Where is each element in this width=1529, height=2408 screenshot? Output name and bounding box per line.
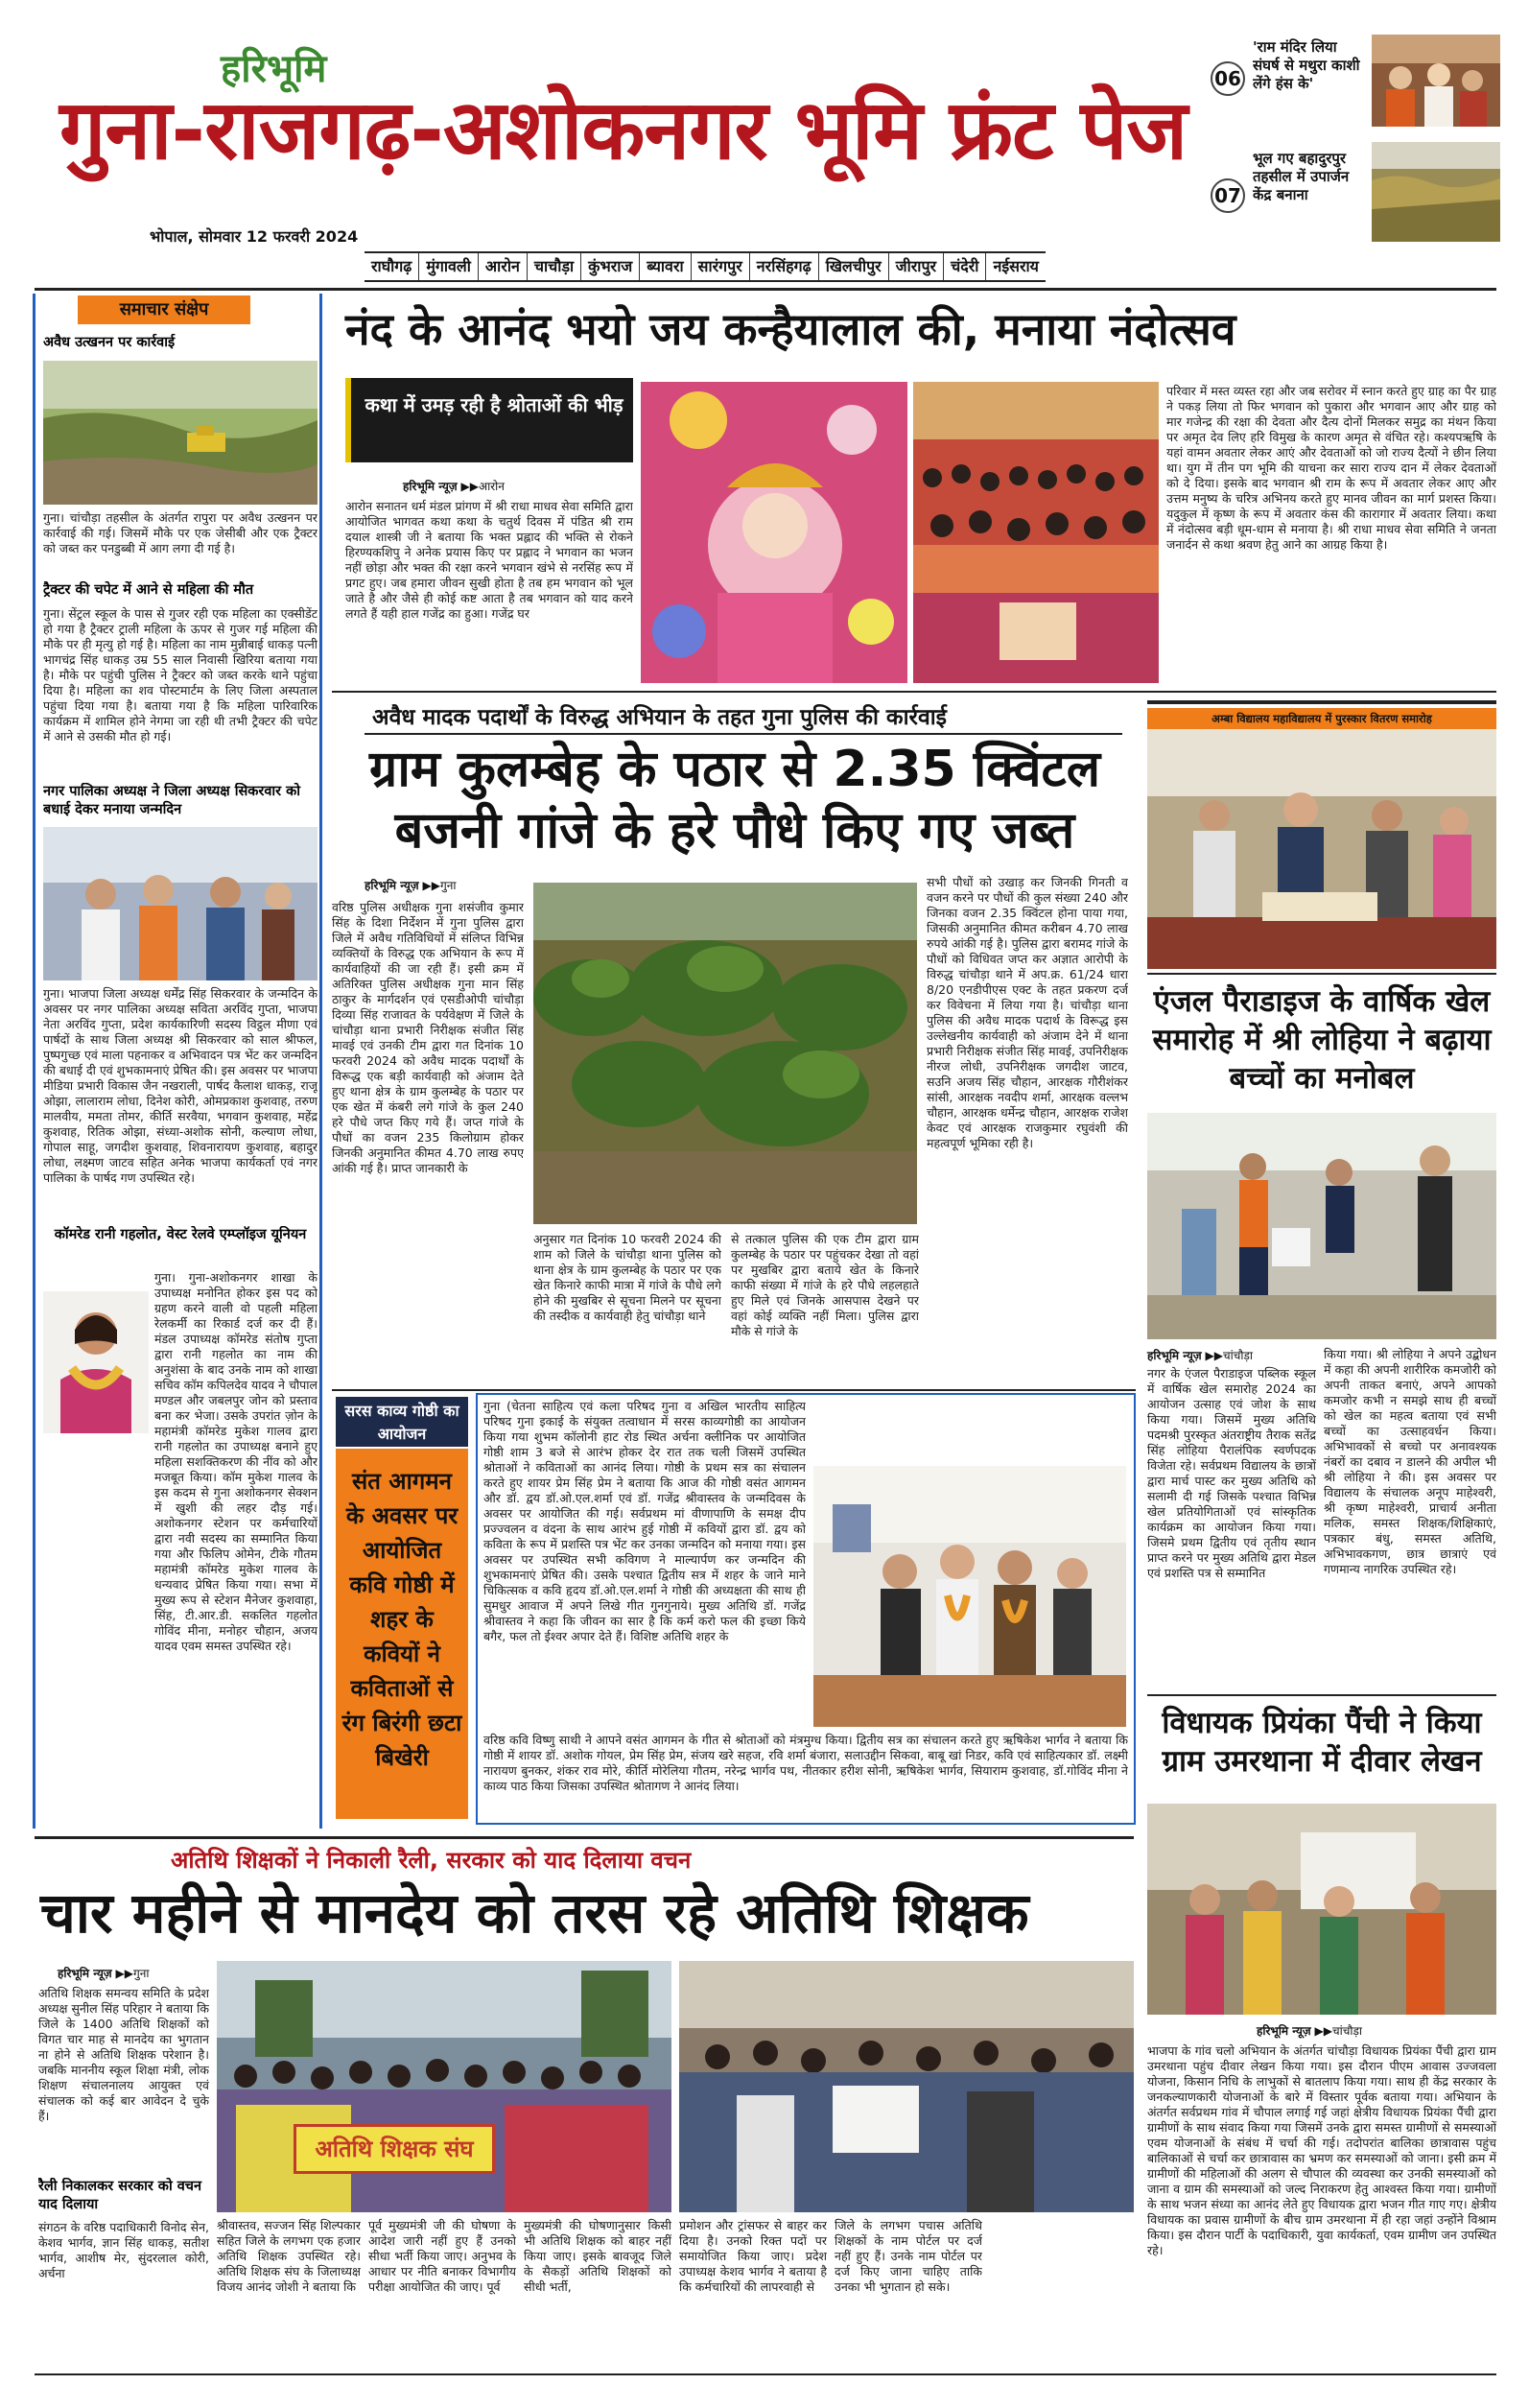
- atithi-headline[interactable]: चार महीने से मानदेय को तरस रहे अतिथि शिक्षक: [40, 1880, 1029, 1946]
- masthead-logo: हरिभूमि: [221, 47, 327, 91]
- drug-col-2: अनुसार गत दिनांक 10 फरवरी 2024 की शाम को जिले के चांचौड़ा थाना पुलिस को थाना क्षेत्र के ग्राम कुलम्बेह के पठार पर एक खेत किनारे काफी मात्रा में गांजे के पौधे लगे होने की मुखबिर से सूचना मिलने पर सूचना की तस्दीक व कार्यवाही हेतु चांचौड़ा थाने: [533, 1232, 721, 1323]
- tehsil-link[interactable]: राघौगढ़: [365, 253, 419, 280]
- lead-col-2: परिवार में मस्त व्यस्त रहा और जब सरोवर में स्नान करते हुए ग्राह का पैर ग्राह ने पकड़ लिया तो फिर भगवान को पुकारा और भगवान आए और ग्राह को मार गजेन्द्र की रक्षा की देवता और दैत्य दोनों मिलकर समुद्र का मंथन किया पर अमृत देव लिए हरि विमुख के कारण अमृत से वंचित रहे। कश्यपऋषि के यहां वामन अवतार लेकर आएं और देवताओं को जो राज्य दैत्यों ने छीन लिया था। युग में तीन पग भूमि की याचना कर सारा राज्य दान में लेकर देवताओं को दे दिया। इसके बाद भगवान श्री राम के रूप में अवतार लेकर आए और उत्तम मनुष्य के चरित्र अभिनय करते हुए मानव जीवन का मार्ग प्रशस्त किया। यदुकुल में कृष्ण के रूप में अवतार कंस की कारागार में अवतार लिया। कथा में नंदोत्सव बड़ी धूम-धाम से मनाया है। श्री राधा माधव सेवा समिति ने जनता जनार्दन से कथा श्रवण हेतु आने का आग्रह किया है।: [1166, 384, 1496, 552]
- drug-headline[interactable]: ग्राम कुलम्बेह के पठार से 2.35 क्विंटल बजनी गांजे के हरे पौधे किए गए जब्त: [369, 741, 1100, 860]
- tehsil-link[interactable]: जीरापुर: [889, 253, 944, 280]
- brief-headline[interactable]: ट्रैक्टर की चपेट में आने से महिला की मौत: [43, 582, 254, 598]
- brief-body: गुना। गुना-अशोकनगर शाखा के उपाध्यक्ष मनोनित होकर इस पद को ग्रहण करने वाली वो पहली महिला रेलकर्मी का रिकार्ड दर्ज कर दी हैं। मंडल उपाध्यक्ष कॉमरेड संतोष गुप्ता द्वारा रानी गहलोत का नाम की अनुशंसा के बाद उनके नाम को शाखा सचिव कॉम कपिलदेव यादव ने चौपाल मण्डल और जबलपुर जोन को प्रस्ताव बना कर भेजा। उसके उपरांत ज़ोन के महामंत्री कॉमरेड मुकेश गालव द्वारा रानी गहलोत का उपाध्यक्ष बनाने हुए महिला सशक्तिकरण की नींव को और मजबूत किया। कॉम मुकेश गालव के इस कदम से गुना अशोकनगर सेक्शन में खुशी की लहर दौड़ गई। अशोकनगर स्टेशन पर कर्मचारियों द्वारा नवी सदस्य का सम्मानित किया गया और फिलिप ओमेन, टीके गौतम महामंत्री कॉमरेड मुकेश गालव के धन्यवाद प्रेषित किया गया। सभा में मुख्य रूप से स्टेशन मैनेजर कुशवाहा, सिंह, टी.आर.डी. सकलित गहलोत गोविंद मीना, मनोहर चौहान, अजय यादव एवम समस्त उपस्थित रहे।: [154, 1270, 318, 1653]
- kavi-lead: गुना (चेतना साहित्य एवं कला परिषद गुना व अखिल भारतीय साहित्य परिषद गुना इकाई के संयुक्त तत्वाधान में सरस काव्यगोष्ठी का आयोजन किया गया शुभम कॉलोनी हाट रोड स्थित अर्चना क्लीनिक पर आयोजित गोष्ठी शाम 3 बजे से आरंभ होकर देर रात तक चली जिसमें उपस्थित श्रोताओं ने कविताओं का आनंद लिया। गोष्ठी के प्रथम सत्र का संचालन करते हुए शायर प्रेम सिंह प्रेम ने बताया कि आज की गोष्ठी वसंत आगमन और डॉ. द्वय डॉ.ओ.एल.शर्मा एवं डॉ. गजेंद्र श्रीवास्तव के जन्मदिवस के अवसर पर आयोजित की गई। सर्वप्रथम मां वीणापाणि के समक्ष दीप प्रज्ज्वलन व वंदना के साथ आरंभ हुई गोष्ठी में कवियों द्वारा डॉ. द्वय को कविता के रूप में प्रशस्ति पत्र भेंट कर उनका जन्मदिन को मनाया गया। इस अवसर पर उपस्थित सभी कविगण ने माल्यार्पण कर जन्मदिन की शुभकामनाएं प्रेषित की। उसके पश्चात द्वितीय सत्र में शहर के जाने माने चिकित्सक व कवि हृदय डॉ.ओ.एल.शर्मा ने गोष्ठी की अध्यक्षता की साथ ही सुमधुर आवाज में अपने लिखे गीत गुनगुनाये। मुख्य अतिथि डॉ. गजेंद्र श्रीवास्तव ने कहा कि जीवन का सार है कि कर्म करो फल की इच्छा किये बगैर, फल तो ईश्वर अपार देते हैं। विशिष्ट अतिथि शहर के: [483, 1399, 806, 1643]
- tehsil-link[interactable]: ब्यावरा: [640, 253, 691, 280]
- kavi-photo: [813, 1466, 1126, 1727]
- drug-kicker: अवैध मादक पदार्थों के विरुद्ध अभियान के तहत गुना पुलिस की कार्रवाई: [372, 705, 947, 730]
- divider: [332, 691, 1496, 693]
- teaser-photo: [1372, 142, 1500, 242]
- divider: [35, 2373, 1496, 2375]
- atithi-photo-rally: [217, 1961, 671, 2212]
- angel-col-2: किया गया। श्री लोहिया ने अपने उद्बोधन में कहा की अपनी शारीरिक कमजोरी को अपनी ताकत बनाएं, अपने आपको कमजोर कभी न समझे साथ ही बच्चों को खेल का महत्व बताया एवं सभी बच्चों का उत्साहवर्धन किया। अभिभावकों से बच्चो पर अनावश्यक नंबरों का दबाव न डालने की अपील भी श्री लोहिया ने की। इस अवसर पर विद्यालय के संचालक अनूप माहेश्वरी, श्री कृष्ण माहेश्वरी, प्राचार्य अनीता मलिक, समस्त शिक्षक/शिक्षिकाएं, पत्रकार बंधु, समस्त अतिथि, अभिभावकगण, छात्र छात्राएं एवं गणमान्य नागरिक उपस्थित रहे।: [1324, 1347, 1496, 1576]
- pull-quote: कथा में उमड़ रही है श्रोताओं की भीड़: [365, 393, 623, 416]
- teaser-number: 07: [1211, 178, 1245, 213]
- vidhayak-photo: [1147, 1804, 1496, 2015]
- tehsil-link[interactable]: आरोन: [479, 253, 528, 280]
- atithi-col-1: अतिथि शिक्षक समन्वय समिति के प्रदेश अध्यक्ष सुनील सिंह परिहार ने बताया कि जिले के 1400 अतिथि शिक्षकों को विगत चार माह से मानदेय का भुगतान ना होने से अतिथि शिक्षक परेशान है। जबकि माननीय स्कूल शिक्षा मंत्री, लोक शिक्षण संचालनालय आयुक्त एवं संचालक को कई बार आवेदन दे चुके हैं।: [38, 1986, 209, 2123]
- page-title: गुना-राजगढ़-अशोकनगर भूमि फ्रंट पेज: [59, 83, 1188, 178]
- atithi-subhead: रैली निकालकर सरकार को वचन याद दिलाया: [38, 2179, 202, 2212]
- quote-accent: [345, 378, 351, 462]
- kavi-pull-quote: संत आगमन के अवसर पर आयोजित कवि गोष्ठी में शहर के कवियों ने कविताओं से रंग बिरंगी छटा बिखेरी: [336, 1449, 468, 1819]
- divider: [35, 288, 1496, 291]
- brief-body: गुना। भाजपा जिला अध्यक्ष धर्मेंद्र सिंह सिकरवार के जन्मदिन के अवसर पर नगर पालिका अध्यक्ष सविता अरविंद गुप्ता, भाजपा नेता अरविंद गुप्ता, प्रदेश कार्यकारिणी सदस्य विट्ठल मीणा एवं पार्षदों के साथ जिला अध्यक्ष श्री सिकरवार को साल श्रीफल, पुष्पगुच्छ एवं माला पहनाकर व अभिवादन पत्र भेंट कर जन्मदिन की बधाई दी एवं शुभकामनाएं प्रेषित की। इस अवसर पर भाजपा मीडिया प्रभारी विकास जैन नखराली, पार्षद कैलाश धाकड़, राजू ओझा, लालाराम लोधा, दिनेश कोरी, ओमप्रकाश कुशवाह, तरुण मालवीय, ममता तोमर, कीर्ति सरवैया, भगवान कुशवाह, महेंद्र कुशवाह, रितिक ओझा, संध्या-अशोक सोनी, कल्याण लोधा, गोपाल साहू, जगदीश कुशवाह, शिवनारायण कुशवाह, बहादुर लोधा, लक्ष्मण जाटव सहित अनेक भाजपा कार्यकर्ता एवं नगर पालिका के पार्षद गण उपस्थित रहे।: [43, 986, 318, 1185]
- lead-headline[interactable]: नंद के आनंद भयो जय कन्हैयालाल की, मनाया नंदोत्सव: [345, 303, 1236, 355]
- tehsil-link[interactable]: मुंगावली: [419, 253, 479, 280]
- kavi-tail: वरिष्ठ कवि विष्णु साथी ने आपने वसंत आगमन के गीत से श्रोताओं को मंत्रमुग्ध किया। द्वितीय सत्र का संचालन करते हुए ऋषिकेश भार्गव ने बताया कि गोष्ठी में शायर डॉ. अशोक गोयल, प्रेम सिंह प्रेम, संजय खरे सहज, रवि शर्मा बंजारा, सलाउद्दीन सिकवा, बाबू खां निडर, कवि एवं साहित्यकार डॉ. लक्ष्मी नारायण बुनकर, शंकर राव मोरे, कीर्ति मोरेलिया गौतम, नरेन्द्र भार्गव पथ, नीतकार हरीश सोनी, ऋषिकेश भार्गव, सियाराम कुशवाह, डॉ.गोविंद मीना ने काव्य पाठ किया जिसका उपस्थित श्रोतागण ने आनंद लिया।: [483, 1733, 1128, 1793]
- divider: [365, 733, 1122, 735]
- brief-body: गुना। सेंट्रल स्कूल के पास से गुजर रही एक महिला का एक्सीडेंट हो गया है ट्रैक्टर ट्राली महिला के ऊपर से गुजर गई महिला की मौके पर ही मृत्यु हो गई है। महिला का नाम मुन्नीबाई धाकड़ पत्नी भागचंद्र सिंह धाकड़ उम्र 55 साल निवासी खिरिया बताया गया है। मौके पर पहुंची पुलिस ने ट्रैक्टर को जब्त करके थाने पहुंचा दिया है। महिला का शव पोस्टमार्टम के लिए जिला अस्पताल पहुंचा दिया गया है। बताया गया है कि महिला पारिवारिक कार्यक्रम में शामिल होने नेगमा जा रही थी तभी ट्रैक्टर की चपेट में आने से उसकी मौत हो गई।: [43, 606, 318, 744]
- divider: [1147, 1694, 1496, 1696]
- event-photo: [1147, 729, 1496, 969]
- brief-photo: [43, 1291, 149, 1433]
- atithi-kicker: अतिथि शिक्षकों ने निकाली रैली, सरकार को याद दिलाया वचन: [171, 1847, 692, 1874]
- tehsil-link[interactable]: खिलचीपुर: [819, 253, 889, 280]
- atithi-col-3: पूर्व मुख्यमंत्री जी की घोषणा के आदेश जारी नहीं हुए हैं उनको सीधा भर्ती किया जाए। अनुभव के आधार पर नीति बनाकर विभागीय परीक्षा आयोजित की जाए। पूर्व: [368, 2218, 516, 2294]
- byline: हरिभूमि न्यूज़ ▶▶चांचौड़ा: [1257, 2024, 1362, 2038]
- divider: [332, 1389, 1136, 1391]
- drug-col-3: से तत्काल पुलिस की एक टीम द्वारा ग्राम कुलम्बेह के पठार पर पहुंचकर देखा तो वहां पर मुखबिर द्वारा बताये खेत के किनारे काफी संख्या में गांजे के हरे पौधे लहलहाते हुए मिले एवं जिनके आसपास देखने पर वहां कोई व्यक्ति नहीं मिला। पुलिस द्वारा मौके से गांजे के: [731, 1232, 919, 1338]
- divider: [35, 1836, 1134, 1839]
- drug-col-1: वरिष्ठ पुलिस अधीक्षक गुना शसंजीव कुमार सिंह के दिशा निर्देशन में गुना पुलिस द्वारा जिले में अवैध गतिविधियों में संलिप्त विभिन्न व्यक्तियों के विरुद्ध एक अभियान के रूप में कार्यवाहियों की जा रही हैं। इसी क्रम में अतिरिक्त पुलिस अधीक्षक गुना मान सिंह ठाकुर के मार्गदर्शन एवं एसडीओपी चांचौड़ा दिव्या सिंह राजावत के पर्यवेक्षण में जिले के चांचौड़ा थाना प्रभारी निरीक्षक संजीत सिंह मावई एवं उनकी टीम द्वारा गत दिनांक 10 फरवरी 2024 को अवैध मादक पदार्थों के विरूद्ध एक बड़ी कार्यवाही को अंजाम देते हुए थाना क्षेत्र के ग्राम कुलम्बेह के पठार पर एक खेत में कंबरी लगे गांजे के कुल 240 हरे पौधे जप्त किए गये हैं। जप्त गांजे के पौधों का वजन 235 किलोग्राम होकर जिनकी अनुमानित कीमत 4.70 लाख रुपए आंकी गई है। प्राप्त जानकारी के: [332, 900, 524, 1175]
- teaser-text[interactable]: 'राम मंदिर लिया संघर्ष से मथुरा काशी लेंगे हंस के': [1253, 38, 1360, 92]
- vidhayak-headline[interactable]: विधायक प्रियंका पैंची ने किया ग्राम उमरथाना में दीवार लेखन: [1162, 1706, 1482, 1779]
- tehsil-link[interactable]: नईसराय: [993, 257, 1039, 275]
- byline: हरिभूमि न्यूज़ ▶▶गुना: [58, 1967, 150, 1980]
- tehsil-link[interactable]: नरसिंहगढ़: [750, 253, 819, 280]
- teaser-number: 06: [1211, 61, 1245, 96]
- byline: हरिभूमि न्यूज़ ▶▶आरोन: [403, 480, 505, 493]
- atithi-col-4: मुख्यमंत्री की घोषणानुसार किसी भी अतिथि शिक्षक को बाहर नहीं किया जाए। इसके बावजूद जिले के सैकड़ों अतिथि शिक्षकों को सीधी भर्ती,: [524, 2218, 671, 2294]
- teaser-text[interactable]: भूल गए बहादुरपुर तहसील में उपार्जन केंद्र बनाना: [1253, 150, 1350, 203]
- byline: हरिभूमि न्यूज़ ▶▶चांचौड़ा: [1147, 1349, 1253, 1362]
- tehsil-link[interactable]: कुंभराज: [581, 253, 640, 280]
- tehsil-link[interactable]: चाचौड़ा: [528, 253, 581, 280]
- drug-photo-plants: [533, 883, 917, 1224]
- teaser-panel: [1211, 35, 1500, 246]
- byline: हरिभूमि न्यूज़ ▶▶गुना: [365, 879, 457, 892]
- tehsil-link[interactable]: सारंगपुर: [692, 253, 750, 280]
- angel-headline[interactable]: एंजल पैराडाइज के वार्षिक खेल समारोह में श्री लोहिया ने बढ़ाया बच्चों का मनोबल: [1152, 984, 1492, 1096]
- atithi-col-1b: संगठन के वरिष्ठ पदाधिकारी विनोद सेन, केशव भार्गव, ज्ञान सिंह धाकड़, सतीश भार्गव, आशीष मेर, सुंदरलाल कोरी, अर्चना: [38, 2220, 209, 2280]
- kavi-label: सरस काव्य गोष्ठी का आयोजन: [336, 1397, 468, 1447]
- sidebar: [33, 294, 322, 1829]
- lead-col-1: आरोन सनातन धर्म मंडल प्रांगण में श्री राधा माधव सेवा समिति द्वारा आयोजित भागवत कथा कथा के चतुर्थ दिवस में पंडित श्री राम दयाल शास्त्री जी ने बताया कि भक्त प्रह्लाद की भक्ति से रोकने हिरण्यकशिपु ने अनेक प्रयास किए पर प्रह्लाद ने भगवान का भजन नहीं छोड़ा और भक्त की रक्षा करने भगवान खंभे से नरसिंह रूप में प्रगट हुए। जब हमारा जीवन सुखी होता है तब हम भगवान को भूल जाते है और जैसे ही कोई कष्ट आता है तब भगवान को याद करने लगते हैं यही हाल गजेंद्र का हुआ। गजेंद्र घर: [345, 499, 633, 621]
- brief-headline[interactable]: कॉमरेड रानी गहलोत, वेस्ट रेलवे एम्प्लॉइज यूनियन: [54, 1227, 307, 1242]
- angel-col-1: नगर के एंजल पैराडाइज पब्लिक स्कूल में वार्षिक खेल समारोह 2024 का आयोजन उत्साह एवं जोश के साथ किया गया। जिसमें मुख्य अतिथि पदमश्री पुरस्कृत अंतराष्ट्रीय तैराक सतेंद्र सिंह लोहिया पैरालंपिक स्वर्णपदक विजेता रहे। सर्वप्रथम विद्यालय के छात्रों द्वारा मार्च पास्ट कर मुख्य अतिथि को सलामी दी गई जिसके पश्चात विभिन्न खेल प्रतियोगिताओं एवं सांस्कृतिक कार्यक्रम का आयोजन किया गया। जिसमे प्रथम द्वितीय एवं तृतीय स्थान प्राप्त करने पर मुख्य अतिथि द्वारा मेडल एवं प्रशस्ति पत्र से सम्मानित: [1147, 1366, 1316, 1580]
- brief-headline[interactable]: नगर पालिका अध्यक्ष ने जिला अध्यक्ष सिकरवार को बधाई देकर मनाया जन्मदिन: [43, 784, 301, 817]
- atithi-col-6: जिले के लगभग पचास अतिथि शिक्षकों के नाम पोर्टल पर दर्ज नहीं हुए हैं। उनके नाम पोर्टल पर दर्ज किए जाना चाहिए ताकि उनका भी भुगतान हो सके।: [835, 2218, 982, 2294]
- lead-photo-krishna: [641, 382, 907, 683]
- sidebar-label: समाचार संक्षेप: [78, 295, 250, 324]
- dateline: भोपाल, सोमवार 12 फरवरी 2024: [150, 227, 359, 246]
- brief-photo: [43, 827, 318, 980]
- tehsil-bar: [365, 251, 1046, 282]
- atithi-col-2: श्रीवास्तव, सज्जन सिंह शिल्पकार सहित जिले के लगभग एक हजार अतिथि शिक्षक उपस्थित रहे। अतिथि शिक्षक संघ के जिलाध्यक्ष विजय आनंद जोशी ने बताया कि: [217, 2218, 361, 2294]
- angel-photo: [1147, 1113, 1496, 1339]
- drug-col-4: सभी पौधों को उखाड़ कर जिनकी गिनती व वजन करने पर पौधों की कुल संख्या 240 और जिनका वजन 2.35 क्विंटल होना पाया गया, जिसकी अनुमानित कीमत करीबन 4.70 लाख रुपये आंकी गई है। पुलिस द्वारा बरामद गांजे के पौधों को विधिवत जप्त कर अज्ञात आरोपी के विरुद्ध चांचौड़ा थाने में अप.क्र. 61/24 धारा 8/20 एनडीपीएस एक्ट के तहत प्रकरण दर्ज कर विवेचना में लिया गया है। चांचौड़ा थाना पुलिस की अवैध मादक पदार्थ के विरूद्ध इस उल्लेखनीय कार्यवाही को अंजाम देने में थाना प्रभारी निरीक्षक संजीत सिंह मावई, उपनिरीक्षक नीरज लोधी, उपनिरीक्षक जगदीश जाटव, सउनि अजय सिंह चौहान, आरक्षक गौरीशंकर सांसी, आरक्षक नवदीप शर्मा, आरक्षक वल्लभ चौहान, आरक्षक धर्मेन्द्र चौहान, आरक्षक राजेश केवट एवं आरक्षक राजकुमार रघुवंशी की महत्वपूर्ण भूमिका रही है।: [927, 875, 1128, 1150]
- vidhayak-body: भाजपा के गांव चलो अभियान के अंतर्गत चांचौड़ा विधायक प्रियंका पैंची द्वारा ग्राम उमरथाना पहुंच दीवार लेखन किया गया। इस दौरान पीएम आवास उज्जवला योजना, किसान निधि के लाभुकों से बातलाप किया गया। साथ ही केंद्र सरकार के जनकल्याणकारी योजनाओं के बारे में विस्तार पूर्वक बताया गया। अभियान के अंतर्गत सर्वप्रथम गांव में चौपाल लगाई गई जहां क्षेत्रीय विधायक प्रियंका पैंची द्वारा ग्रामीणों के साथ संवाद किया गया जिसमें उनके द्वारा समस्त ग्रामीणों से समस्याओं एवम योजनाओं के संबंध में चर्चा की गई। तदोपरांत बालिका छात्रावास पहुंच बालिकाओं से चर्चा कर छात्रावास का भ्रमण कर समस्याओं को जाना। इसी क्रम में ग्रामीणों की महिलाओं की अलग से चौपाल की व्यवस्था कर उनकी समस्याओं को जाना व ग्राम की समस्याओं को जल्द निराकरण हेतु आश्वस्त किया गया। ग्रामीणों के साथ भजन संध्या का आनंद लेते हुए विधायक द्वारा भजन गीत गाए गए। क्षेत्रीय विधायक का प्रवास ग्रामीणों के बीच ग्राम उमरथाना में ही रहा जहां उन्होंने विश्राम किया। इस दौरान पार्टी के पदाधिकारी, युवा कार्यकर्ता, एवम ग्रामीण जन उपस्थित रहे।: [1147, 2043, 1496, 2257]
- lead-photo-crowd: [913, 382, 1159, 683]
- divider: [1147, 700, 1496, 704]
- brief-body: गुना। चांचौड़ा तहसील के अंतर्गत रापुरा पर अवैध उत्खनन पर कार्रवाई की गई। जिसमें मौके पर एक जेसीबी और एक ट्रैक्टर को जब्त कर पनडुब्बी में आग लगा दी गई है।: [43, 510, 318, 555]
- brief-headline[interactable]: अवैध उत्खनन पर कार्रवाई: [43, 335, 176, 350]
- event-caption: अम्बा विद्यालय महाविद्यालय में पुरस्कार वितरण समारोह: [1147, 708, 1496, 729]
- atithi-photo-memo: [679, 1961, 1134, 2212]
- brief-photo: [43, 361, 318, 505]
- banner-text: अतिथि शिक्षक संघ: [294, 2124, 495, 2174]
- atithi-col-5: प्रमोशन और ट्रांसफर से बाहर कर दिया है। उनको रिक्त पदों पर समायोजित किया जाए। प्रदेश उपाध्यक्ष केशव भार्गव ने बताया है कि कर्मचारियों की लापरवाही से: [679, 2218, 827, 2294]
- tehsil-link[interactable]: चंदेरी: [944, 253, 986, 280]
- pull-quote-box: [345, 378, 633, 462]
- divider: [1147, 973, 1496, 975]
- teaser-photo: [1372, 35, 1500, 127]
